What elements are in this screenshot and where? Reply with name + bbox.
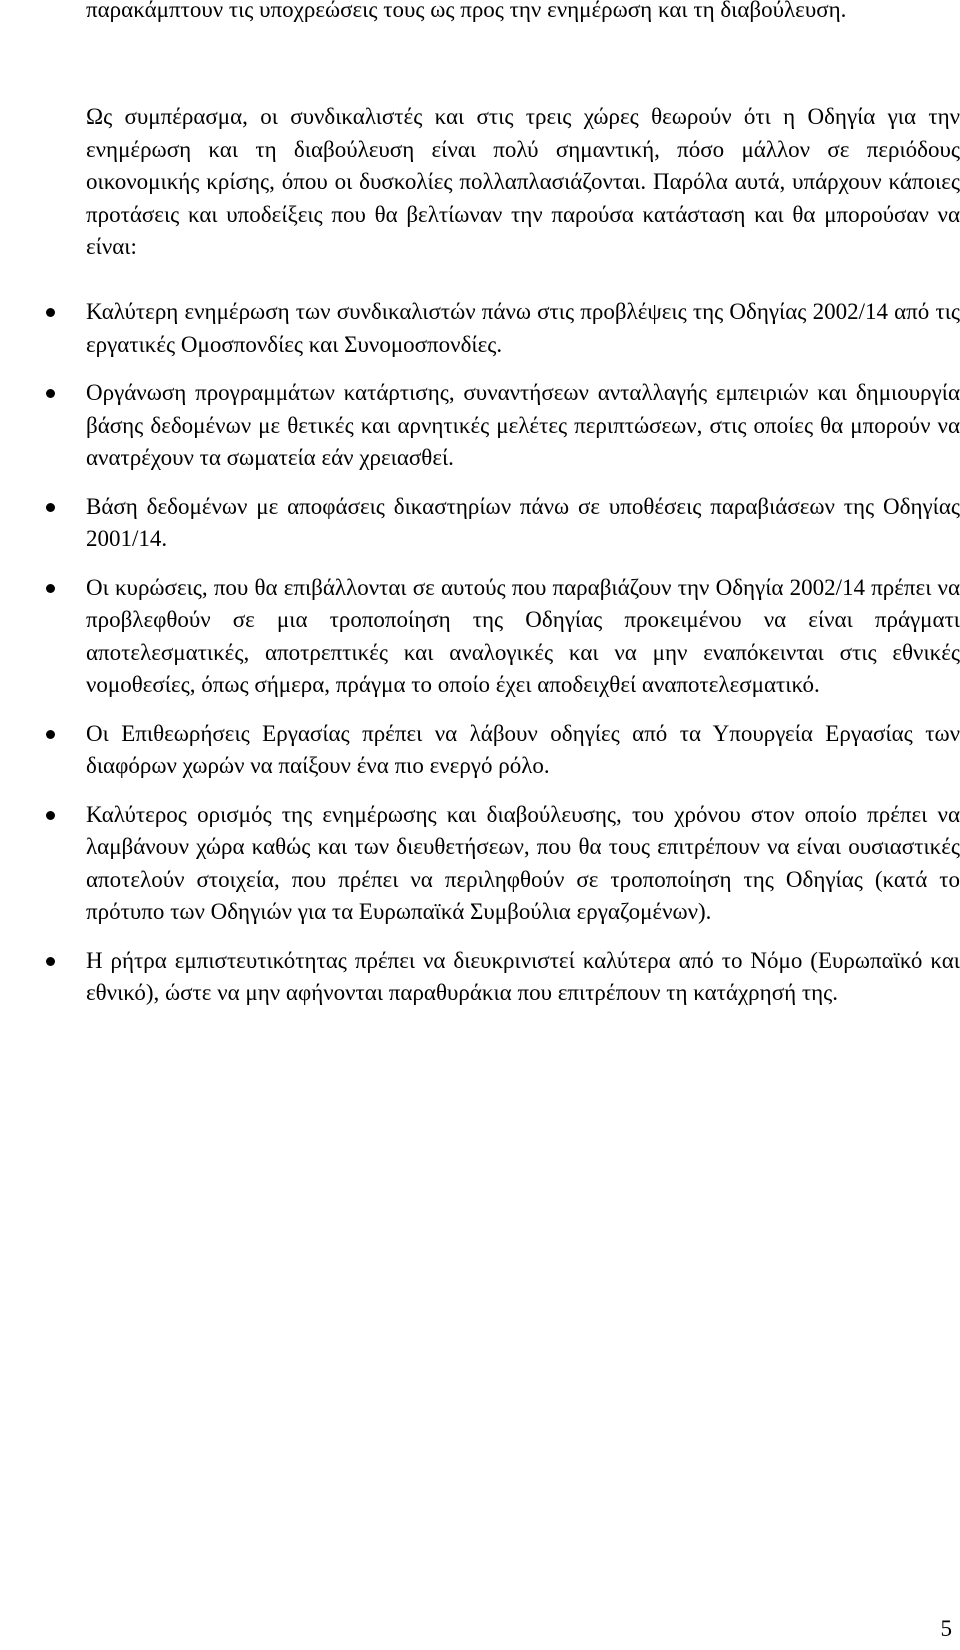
bullet-text: Οι Επιθεωρήσεις Εργασίας πρέπει να λάβουν οδηγίες από τα Υπουργεία Εργασίας των διαφόρων χωρών να παίξουν ένα πιο ενεργό ρόλο.	[86, 720, 960, 778]
bullet-dot-icon	[46, 730, 55, 739]
bullet-item	[0, 377, 960, 475]
conclusion-paragraph: Ως συμπέρασμα, οι συνδικαλιστές και στις τρεις χώρες θεωρούν ότι η Οδηγία για την ενημέρωση και τη διαβούλευση είναι πολύ σημαντική, πόσο μάλλον σε περιόδους οικονομικής κρίσης, όπου οι δυσκολίες πολλαπλασιάζονται. Παρόλα αυτά, υπάρχουν κάποιες προτάσεις και υποδείξεις που θα βελτίωναν την παρούσα κατάσταση και θα μπορούσαν να είναι:	[86, 104, 960, 259]
bullet-text: Οργάνωση προγραμμάτων κατάρτισης, συναντήσεων ανταλλαγής εμπειριών και δημιουργία βάσης δεδομένων με θετικές και αρνητικές μελέτες περιπτώσεων, στις οποίες θα μπορούν να ανατρέχουν τα σωματεία εάν χρειασθεί.	[86, 380, 960, 470]
bullet-dot-icon	[46, 389, 55, 398]
proposal-bullet-list	[0, 296, 960, 1026]
bullet-dot-icon	[46, 584, 55, 593]
bullet-item	[0, 491, 960, 556]
page-number: 5	[940, 1616, 952, 1641]
bullet-dot-icon	[46, 811, 55, 820]
bullet-dot-icon	[46, 308, 55, 317]
bullet-item	[0, 296, 960, 361]
bullet-text: Καλύτερη ενημέρωση των συνδικαλιστών πάνω στις προβλέψεις της Οδηγίας 2002/14 από τις εργατικές Ομοσπονδίες και Συνομοσπονδίες.	[86, 299, 960, 357]
bullet-item	[0, 718, 960, 783]
bullet-item	[0, 945, 960, 1010]
bullet-item	[0, 572, 960, 702]
bullet-text: Βάση δεδομένων με αποφάσεις δικαστηρίων πάνω σε υποθέσεις παραβιάσεων της Οδηγίας 2001/14.	[86, 493, 960, 551]
bullet-text: Οι κυρώσεις, που θα επιβάλλονται σε αυτούς που παραβιάζουν την Οδηγία 2002/14 πρέπει να προβλεφθούν σε μια τροποποίηση της Οδηγίας προκειμένου να είναι πράγματι αποτελεσματικές, αποτρεπτικές και αναλογικές και να μην εναπόκεινται στις εθνικές νομοθεσίες, όπως σήμερα, πράγμα το οποίο έχει αποδειχθεί αναποτελεσματικό.	[86, 574, 960, 697]
bullet-dot-icon	[46, 503, 55, 512]
bullet-text: Η ρήτρα εμπιστευτικότητας πρέπει να διευκρινιστεί καλύτερα από το Νόμο (Ευρωπαϊκό και εθνικό), ώστε να μην αφήνονται παραθυράκια που επιτρέπουν τη κατάχρησή της.	[86, 947, 960, 1005]
intro-paragraph-fragment: παρακάμπτουν τις υποχρεώσεις τους ως προς την ενημέρωση και τη διαβούλευση.	[86, 0, 847, 22]
bullet-text: Καλύτερος ορισμός της ενημέρωσης και διαβούλευσης, του χρόνου στον οποίο πρέπει να λαμβάνουν χώρα καθώς και των διευθετήσεων, που θα τους επιτρέπουν να είναι ουσιαστικές αποτελούν στοιχεία, που πρέπει να περιληφθούν σε τροποποίηση της Οδηγίας (κατά το πρότυπο των Οδηγιών για τα Ευρωπαϊκά Συμβούλια εργαζομένων).	[86, 801, 960, 924]
bullet-item	[0, 799, 960, 929]
bullet-dot-icon	[46, 957, 55, 966]
